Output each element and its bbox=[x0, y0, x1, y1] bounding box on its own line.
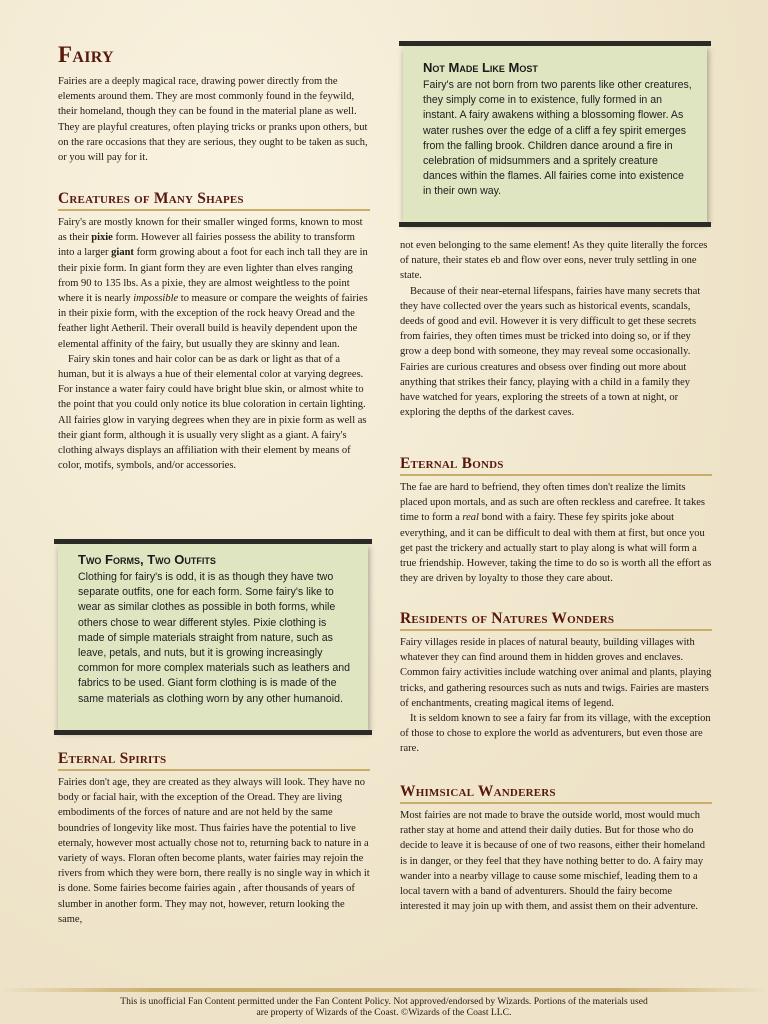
bonds-heading: Eternal Bonds bbox=[400, 455, 712, 476]
text-run: Fairy's are mostly known for their smaller winged forms, known to most as their bbox=[58, 217, 363, 244]
pixie-term: pixie bbox=[91, 232, 113, 244]
continued-block bbox=[400, 238, 712, 420]
text-run: The fae are hard to befriend, they often times don't realize the limits placed upon mortals, and as such are often reckless and carefree. It takes time to form a bbox=[400, 482, 705, 524]
creatures-section bbox=[58, 190, 370, 473]
continued-paragraph-1: not even belonging to the same element! As they quite literally the forces of nature, their states eb and flow over eons, never truly settling in one state. bbox=[400, 240, 708, 282]
two-forms-text: Clothing for fairy's is odd, it is as though they have two separate outfits, one for each form. Some fairy's like to wear as similar clothes as possible in both forms, while others chose to wear different styles. Pixie clothing is made of simple materials straight from nature, such as leave, petals, and nuts, but it is growing increasingly common for more complex materials such as leathers and fabrics to be used. Giant form clothing is is made of the same materials as clothing worn by any other humanoid. bbox=[78, 571, 351, 705]
residents-paragraph-2: It is seldom known to see a fairy far from its village, with the exception of those to chose to explore the world as adventurers, but even those are rare. bbox=[400, 713, 711, 755]
wanderers-section bbox=[400, 783, 712, 914]
text-run: form. However all fairies possess the ability to transform into a larger bbox=[58, 232, 355, 259]
spirits-heading: Eternal Spirits bbox=[58, 750, 370, 771]
spirits-paragraph: Fairies don't age, they are created as they always will look. They have no body or facial hair, with the exception of the Oread. They are living embodiments of the forces of nature and are not held by the same boundries of longevity like most. Thus fairies have the potential to live eternaly, however most actually chose not to, returning back to nature in a variety of ways. Floran often become plants, water fairies may rejoin the rivers from which they were born, there really is no single way in which it is done. Some fairies become fairies again , after thousands of years of slumber in another form. They may not, however, return looking the same, bbox=[58, 777, 370, 925]
residents-paragraph-1: Fairy villages reside in places of natural beauty, building villages with whatever they can find around them in hidden groves and enclaves. Common fairy activities include watching over animal and plants, playing tricks, and gathering resources such as nuts and twigs. Fairies are masters of enchantments, creating magical items of legend. bbox=[400, 637, 712, 709]
text-run: bond with a fairy. These fey spirits joke about everything, and it can be difficult to deal with them at first, but once you get past the trickery and actually start to play along is what will form a true friendship. However, taking the time to do so is worth all the effort as they are driven by loyalty to those they care about. bbox=[400, 512, 712, 585]
footer-line-2: are property of Wizards of the Coast. ©Wizards of the Coast LLC. bbox=[256, 1007, 512, 1018]
spirits-section bbox=[58, 750, 370, 927]
bonds-paragraph bbox=[400, 480, 712, 586]
footer-line-1: This is unofficial Fan Content permitted under the Fan Content Policy. Not approved/endorsed by Wizards. Portions of the materials used bbox=[120, 996, 648, 1007]
residents-heading: Residents of Natures Wonders bbox=[400, 610, 712, 631]
not-made-heading: Not Made Like Most bbox=[423, 60, 538, 75]
text-run: form growing about a foot for each inch tall they are in their pixie form. In giant form they are even lighter than elves ranging from 90 to 135 lbs. As a pixie, they are almost weightless to the point where it is nearly bbox=[58, 247, 368, 305]
footer-divider bbox=[0, 988, 768, 992]
wanderers-heading: Whimsical Wanderers bbox=[400, 783, 712, 804]
impossible-term: impossible bbox=[133, 293, 179, 305]
two-forms-note bbox=[58, 544, 368, 730]
not-made-note bbox=[403, 46, 707, 222]
bonds-section bbox=[400, 455, 712, 586]
real-term: real bbox=[462, 512, 479, 524]
continued-paragraph-2: Because of their near-eternal lifespans, fairies have many secrets that they have collected over the years such as historical events, scandals, deeds of good and evil. However it is very difficult to get these secrets from fairies, they often times must be tricked into doing so, or if they grow a deep bond with someone, they may reveal some occasionally. Fairies are curious creatures and obsess over finding out more about anything that strikes their fancy, playing with a child in a family they have watched for years, exploring the streets of a town at night, or exploring the depths of the darkest caves. bbox=[400, 285, 701, 419]
giant-term: giant bbox=[111, 247, 134, 259]
residents-section bbox=[400, 610, 712, 757]
page-title: Fairy bbox=[58, 42, 114, 67]
text-run: to measure or compare the weights of fairies in their pixie form, with the exception of the rock heavy Oread and the feather light Aetheril. Their overall build is heavily dependent upon the elemental affinity of the fairy, but usually they are skinny and lean. bbox=[58, 293, 368, 350]
wanderers-paragraph: Most fairies are not made to brave the outside world, most would much rather stay at home and attend their daily duties. But for those who do decide to leave it is because of one of two reasons, either their homeland is in danger, or they feel that they have nothing better to do. A fairy may wander into a nearby village to cause some mischief, leading them to a local tavern with a band of adventurers. Should the fairy become interested it may join up with them, and assist them on their adventure. bbox=[400, 810, 705, 913]
not-made-text: Fairy's are not born from two parents like other creatures, they simply come in to existence, fully formed in an instant. A fairy awakens withing a blossoming flower. As water rushes over the edge of a cliff a fey spirit emerges from the falling brook. Children dance around a fire in celebration of midsummers and a spritely creature dances within the flames. All fairies come into existence in their own way. bbox=[423, 79, 692, 198]
intro-paragraph: Fairies are a deeply magical race, drawing power directly from the elements around them. They are most commonly found in the feywild, their homeland, though they can be found in the material plane as well. They are playful creatures, often playing tricks or pranks upon others, but on the rare occasions that they are serious, they ought to be taken as such, or you will pay for it. bbox=[58, 76, 368, 164]
footer-legal bbox=[0, 996, 768, 1018]
two-forms-heading: Two Forms, Two Outfits bbox=[78, 552, 216, 567]
creatures-heading: Creatures of Many Shapes bbox=[58, 190, 370, 211]
creatures-paragraph-1 bbox=[58, 215, 370, 352]
creatures-paragraph-2: Fairy skin tones and hair color can be as dark or light as that of a human, but it is always a hue of their elemental color at varying degrees. For instance a water fairy could have bright blue skin, or almost white to the point that you could only notice its blue coloration in certain lighting. All fairies glow in varying degrees when they are in pixie form as well as their giant form, although it is usually very slight as a giant. A fairy's clothing always displays an affiliation with their element by means of color, motifs, symbols, and/or accessories. bbox=[58, 353, 367, 472]
intro-block bbox=[58, 74, 370, 165]
